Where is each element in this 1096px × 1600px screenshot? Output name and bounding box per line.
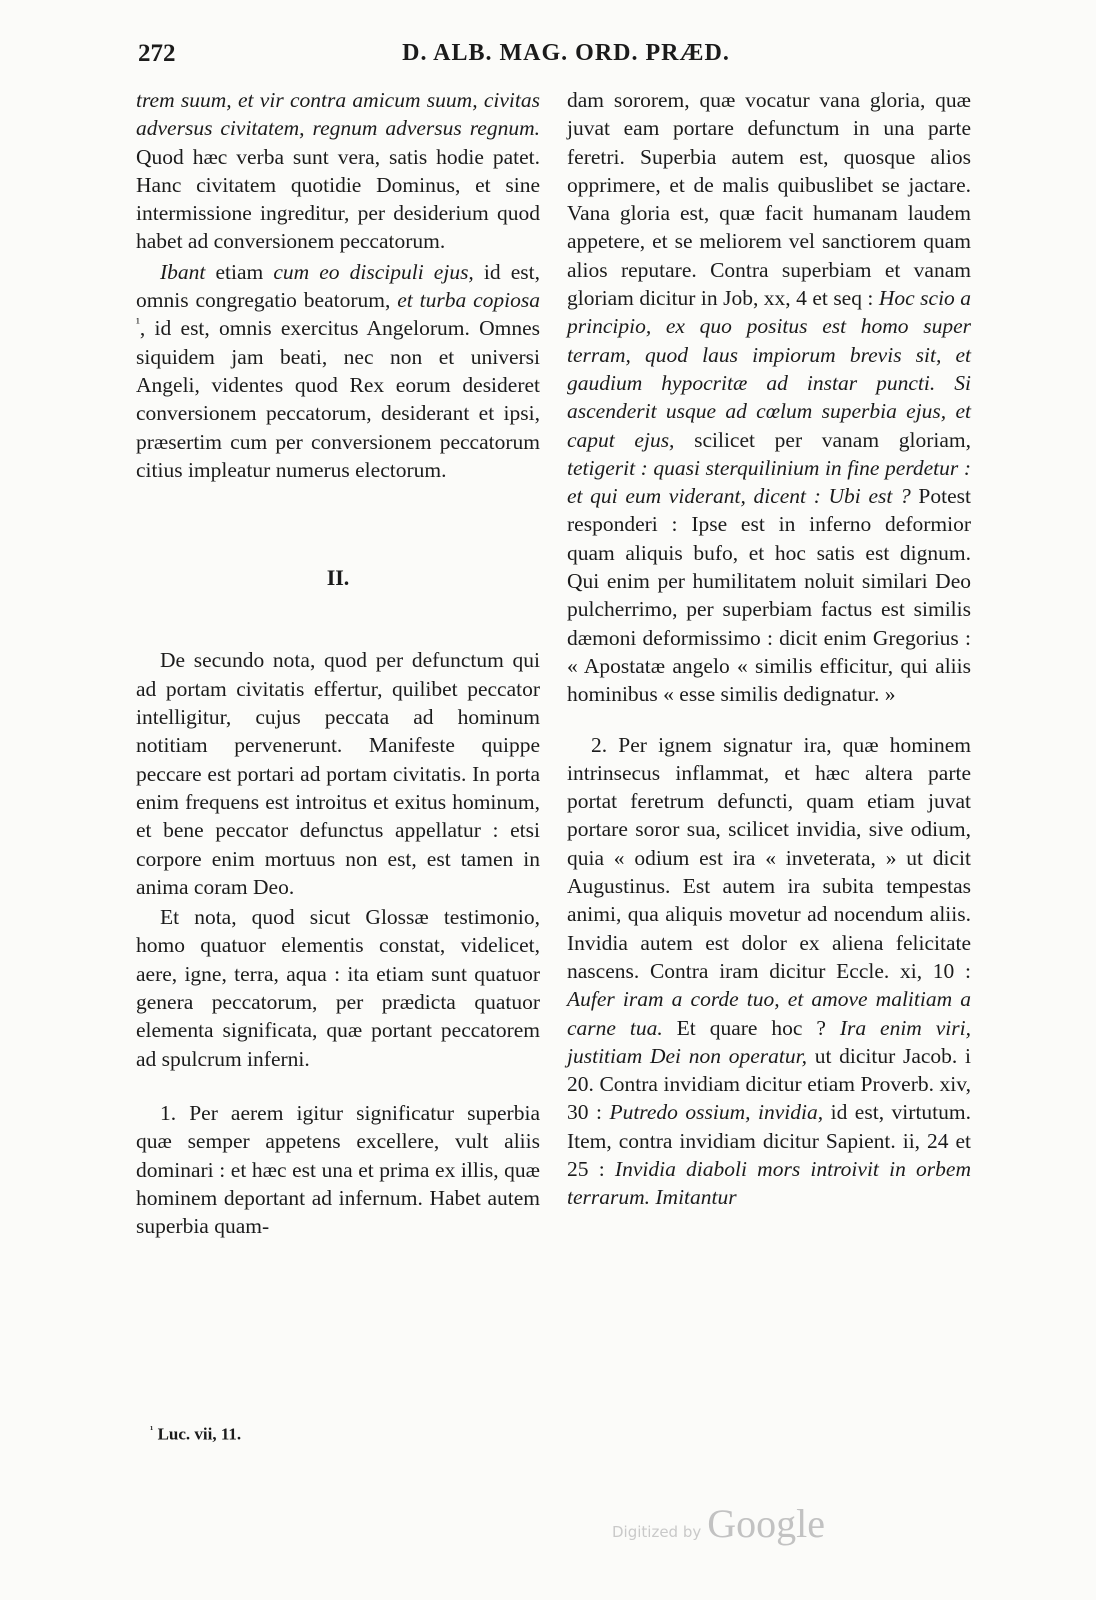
paragraph: De secundo nota, quod per defunctum qui ad portam civitatis effertur, quilibet peccator intelligitur, cujus peccata ad hominum notitiam pervenerunt. Manifeste quippe peccare est portari ad portam civitatis. In porta enim frequens est introitus et exitus hominum, et bene peccator defunctus appellatur : etsi corpore enim mortuus non est, est tamen in anima coram Deo.: [136, 648, 540, 899]
page-header: [138, 40, 974, 76]
italic-text: tetigerit : quasi sterquilinium in fine perdetur : et qui eum viderant, dicent : Ubi est ?: [567, 455, 971, 509]
italic-text: cum eo discipuli ejus,: [273, 259, 474, 284]
right-column: [567, 86, 971, 1212]
italic-text: Putredo ossium, invidia,: [609, 1100, 824, 1125]
section-heading: II.: [326, 565, 350, 591]
italic-text: Hoc scio a principio, ex quo positus est homo super terram, quod laus impiorum brevis sit, et gaudium hypocritæ ad instar puncti. Si ascenderit usque ad cœlum superbia ejus, et caput ejus,: [567, 286, 971, 452]
left-column: [136, 86, 540, 1240]
text: Et quare hoc ?: [662, 1015, 840, 1040]
text: id est, virtutum. Item, contra invidiam dicitur Sapient. ii, 24 et 25 :: [567, 1100, 971, 1181]
italic-text: Ibant: [160, 259, 206, 284]
paragraph: 1. Per aerem igitur significatur superbia quæ semper appetens excellere, vult aliis dominari : et hæc est una et prima ex illis, quæ hominem deportant ad infernum. Habet autem superbia quam-: [136, 1100, 540, 1239]
italic-text: et turba copiosa: [397, 288, 540, 313]
text: ut dicitur Jacob. i 20. Contra invidiam dicitur etiam Proverb. xiv, 30 :: [567, 1043, 971, 1125]
page-number: 272: [138, 40, 176, 67]
paragraph: Et nota, quod sicut Glossæ testimonio, homo quatuor elementis constat, videlicet, aere, igne, terra, aqua : ita etiam sunt quatuor genera peccatorum, per prædicta quatuor elementa significata, quæ portant peccatorem ad spulcrum inferni.: [136, 905, 540, 1071]
paragraph: [567, 86, 971, 709]
footnote: [150, 1424, 241, 1445]
text: id est, omnis congregatio beatorum,: [136, 259, 540, 313]
watermark-prefix: Digitized by: [612, 1523, 702, 1541]
italic-text: Ira enim viri, justitiam Dei non operatur,: [567, 1015, 971, 1068]
text: Quod hæc verba sunt vera, satis hodie patet. Hanc civitatem quotidie Dominus, et sine intermissione ingreditur, per desiderium quod habet ad conversionem peccatorum.: [136, 144, 540, 254]
running-title: D. ALB. MAG. ORD. PRÆD.: [402, 40, 730, 66]
footnote-text: Luc. vii, 11.: [153, 1424, 242, 1444]
text: scilicet per vanam gloriam,: [674, 427, 971, 452]
text: , id est, omnis exercitus Angelorum. Omnes siquidem jam beati, nec non et universi Angeli, videntes quod Rex eorum desideret conversionem peccatorum, desiderant et ipsi, præsertim cum per conversionem peccatorum citius impleatur numerus electorum.: [136, 316, 540, 482]
paragraph: [136, 86, 540, 256]
italic-text: Aufer iram a corde tuo, et amove malitiam a carne tua.: [567, 987, 971, 1040]
footnote-reference: ¹: [136, 315, 140, 331]
text: 2. Per ignem signatur ira, quæ hominem intrinsecus inflammat, et hæc altera parte portat feretrum defuncti, quam etiam juvat portare soror sua, scilicet invidia, sive odium, quia « odium est ira « inveterata, » ut dicit Augustinus. Est autem ira subita tempestas animi, qua aliquis movetur ad nocendum aliis. Invidia autem est dolor ex aliena felicitate nascens. Contra iram dicitur Eccle. xi, 10 :: [567, 732, 971, 983]
digitized-watermark: [612, 1500, 825, 1547]
italic-text: trem suum, et vir contra amicum suum, civitas adversus civitatem, regnum adversus regnum.: [136, 88, 540, 141]
text: dam sororem, quæ vocatur vana gloria, quæ juvat eam portare defunctum in una parte feretri. Superbia autem est, quosque alios opprimere, et de malis quibuslibet se jactare. Vana gloria est, quæ facit humanam laudem appetere, et se meliorem vel sanctiorem quam alios reputare. Contra superbiam et vanam gloriam dicitur in Job, xx, 4 et seq :: [567, 88, 971, 311]
text: Potest responderi : Ipse est in inferno deformior quam aliquis bufo, et hoc satis est dignum. Qui enim per humilitatem noluit similari Deo pulcherrimo, per superbiam factus est similis dæmoni deformissimo : dicit enim Gregorius : « Apostatæ angelo « similis efficitur, qui aliis hominibus « esse similis dedignatur. »: [567, 484, 971, 707]
footnote-mark: ¹: [150, 1424, 154, 1436]
paragraph: [567, 731, 971, 1212]
paragraph: [136, 258, 540, 484]
google-logo: Google: [707, 1501, 826, 1546]
text: etiam: [205, 259, 274, 284]
italic-text: Invidia diaboli mors introivit in orbem terrarum. Imitantur: [567, 1156, 971, 1210]
